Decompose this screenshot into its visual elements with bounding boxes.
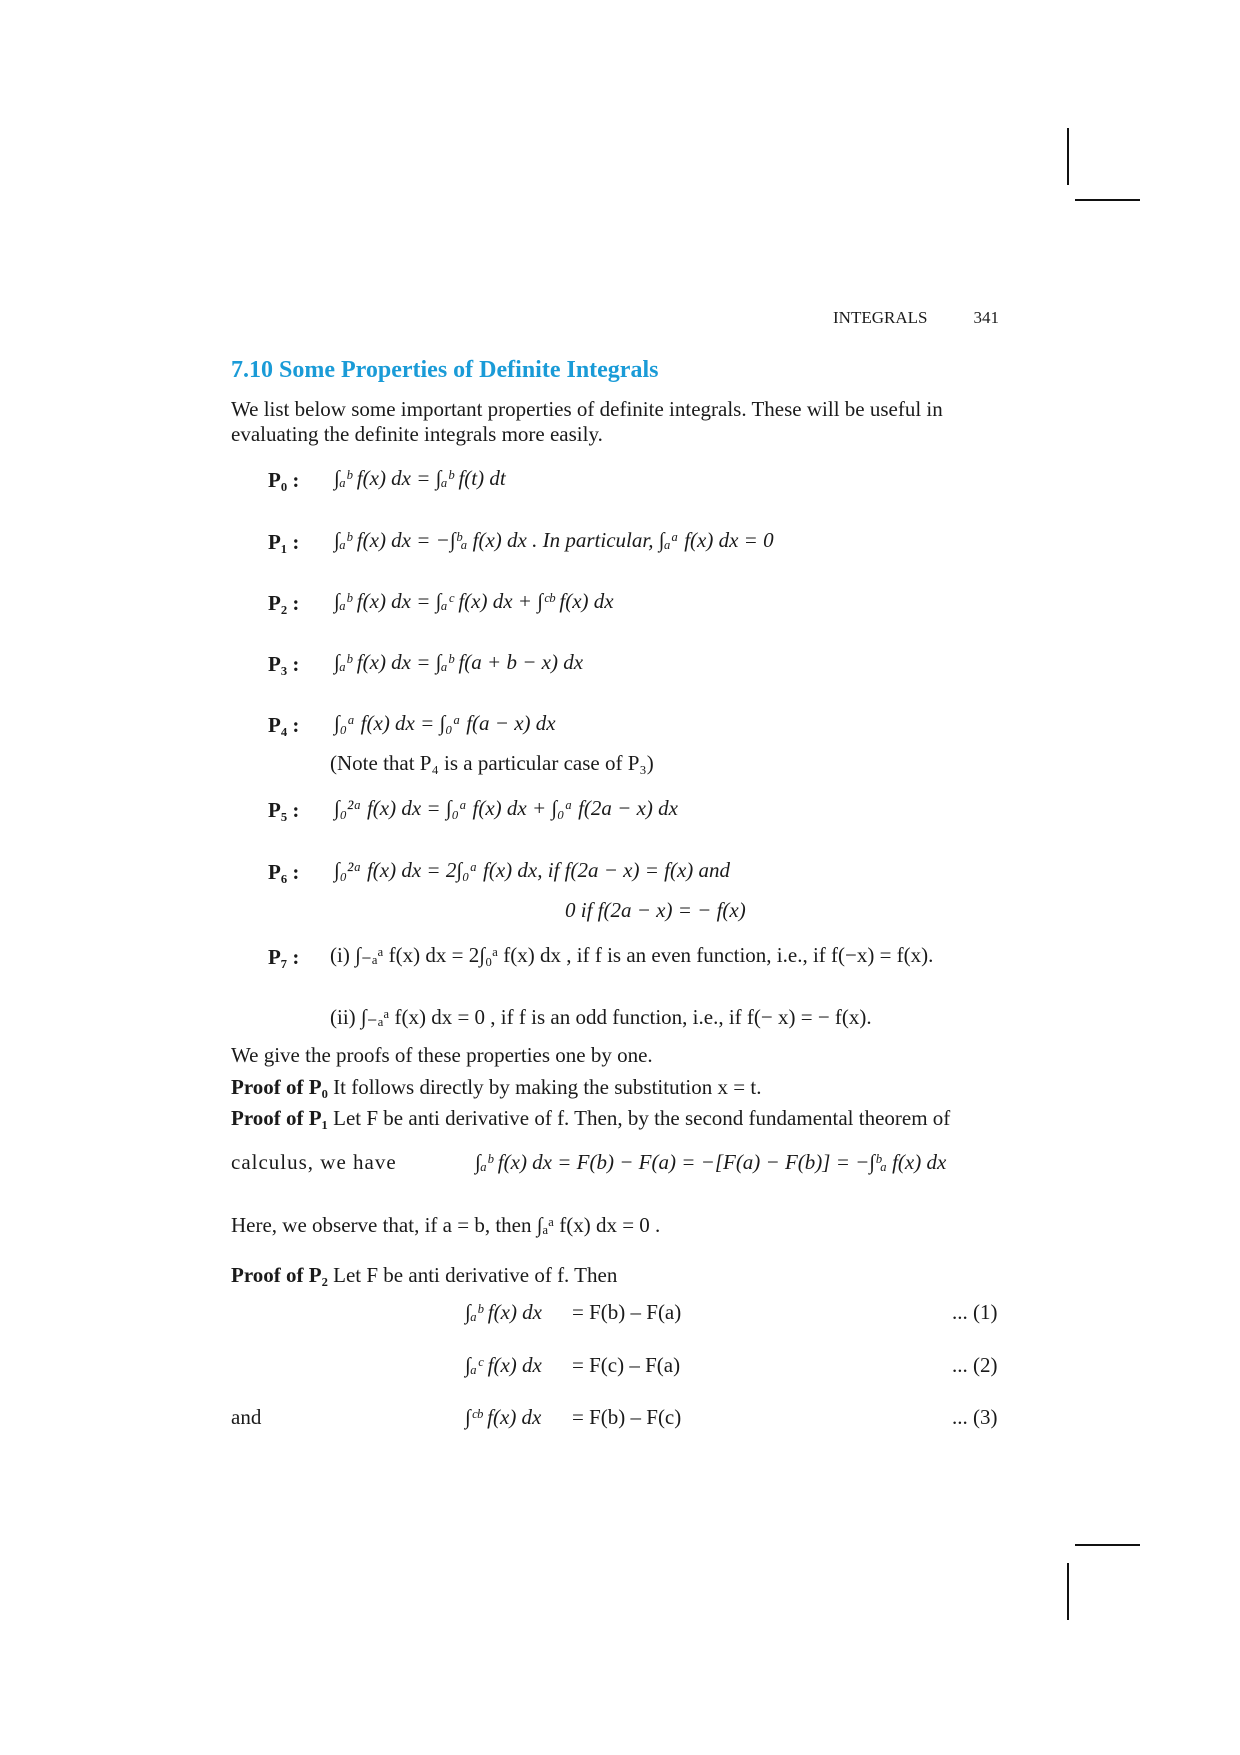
property-formula-p2: ∫ₐᵇ f(x) dx = ∫ₐᶜ f(x) dx + ∫ᶜᵇ f(x) dx: [334, 589, 614, 613]
section-title: 7.10 Some Properties of Definite Integrals: [231, 357, 659, 383]
property-formula-p6-condition: 0 if f(2a − x) = − f(x): [565, 898, 746, 922]
property-label-p2: P₂ :: [268, 591, 300, 615]
equation-2-lhs: ∫ₐᶜ f(x) dx: [465, 1353, 542, 1377]
crop-mark-top-horizontal: [1075, 199, 1140, 201]
property-label-p1: P₁ :: [268, 530, 300, 554]
equation-3-prefix: and: [231, 1405, 262, 1429]
proof-p0: [231, 1075, 761, 1100]
property-label-p0: P₀ :: [268, 468, 300, 492]
running-header: [833, 308, 999, 328]
equation-3-lhs: ∫ᶜᵇ f(x) dx: [465, 1405, 542, 1429]
proof-p1: [231, 1106, 950, 1131]
property-label-p5: P₅ :: [268, 798, 300, 822]
property-formula-p7-i: (i) ∫₋ₐᵃ f(x) dx = 2∫₀ᵃ f(x) dx , if f is an even function, i.e., if f(−x) = f(x).: [330, 943, 934, 967]
proof-p1-text: Let F be anti derivative of f. Then, by the second fundamental theorem of: [327, 1106, 951, 1130]
proof-p2-label: Proof of P₂: [231, 1263, 328, 1287]
proof-p0-text: It follows directly by making the substitution x = t.: [327, 1075, 762, 1099]
property-formula-p6: ∫₀²ᵃ f(x) dx = 2∫₀ᵃ f(x) dx, if f(2a − x) = f(x) and: [334, 858, 731, 882]
crop-mark-bottom-vertical: [1067, 1563, 1069, 1620]
crop-mark-bottom-horizontal: [1075, 1544, 1140, 1546]
proof-p2-text: Let F be anti derivative of f. Then: [327, 1263, 618, 1287]
proofs-intro: We give the proofs of these properties one by one.: [231, 1043, 653, 1067]
proof-p1-line2-text: calculus, we have: [231, 1150, 397, 1174]
property-formula-p0: ∫ₐᵇ f(x) dx = ∫ₐᵇ f(t) dt: [334, 466, 506, 490]
property-formula-p4: ∫₀ᵃ f(x) dx = ∫₀ᵃ f(a − x) dx: [334, 711, 556, 735]
proof-p0-label: Proof of P₀: [231, 1075, 328, 1099]
proof-p2: [231, 1263, 617, 1288]
equation-3-rhs: = F(b) – F(c): [572, 1405, 682, 1429]
property-label-p7: P₇ :: [268, 945, 300, 969]
equation-2-tag: ... (2): [952, 1353, 998, 1377]
property-formula-p1: ∫ₐᵇ f(x) dx = −∫ᵇₐ f(x) dx . In particular, ∫ₐᵃ f(x) dx = 0: [334, 528, 774, 552]
property-formula-p5: ∫₀²ᵃ f(x) dx = ∫₀ᵃ f(x) dx + ∫₀ᵃ f(2a − x) dx: [334, 796, 678, 820]
property-label-p4: P₄ :: [268, 713, 300, 737]
equation-1-lhs: ∫ₐᵇ f(x) dx: [465, 1300, 543, 1324]
equation-2-rhs: = F(c) – F(a): [572, 1353, 681, 1377]
equation-1-rhs: = F(b) – F(a): [572, 1300, 682, 1324]
property-label-p6: P₆ :: [268, 860, 300, 884]
property-label-p3: P₃ :: [268, 652, 300, 676]
proof-p1-line3: Here, we observe that, if a = b, then ∫ₐᵃ f(x) dx = 0 .: [231, 1213, 661, 1237]
running-title: INTEGRALS: [833, 308, 928, 327]
property-formula-p7-ii: (ii) ∫₋ₐᵃ f(x) dx = 0 , if f is an odd function, i.e., if f(− x) = − f(x).: [330, 1005, 872, 1029]
proof-p1-line2-math: ∫ₐᵇ f(x) dx = F(b) − F(a) = −[F(a) − F(b)] = −∫ᵇₐ f(x) dx: [475, 1150, 947, 1174]
property-formula-p3: ∫ₐᵇ f(x) dx = ∫ₐᵇ f(a + b − x) dx: [334, 650, 584, 674]
proof-p1-label: Proof of P₁: [231, 1106, 328, 1130]
equation-3-tag: ... (3): [952, 1405, 998, 1429]
intro-line-2: evaluating the definite integrals more easily.: [231, 422, 603, 446]
intro-line-1: We list below some important properties of definite integrals. These will be useful in: [231, 397, 943, 421]
property-note-p4: (Note that P₄ is a particular case of P₃): [330, 751, 654, 775]
crop-mark-top-vertical: [1067, 128, 1069, 185]
equation-1-tag: ... (1): [952, 1300, 998, 1324]
page-number: 341: [973, 308, 999, 327]
